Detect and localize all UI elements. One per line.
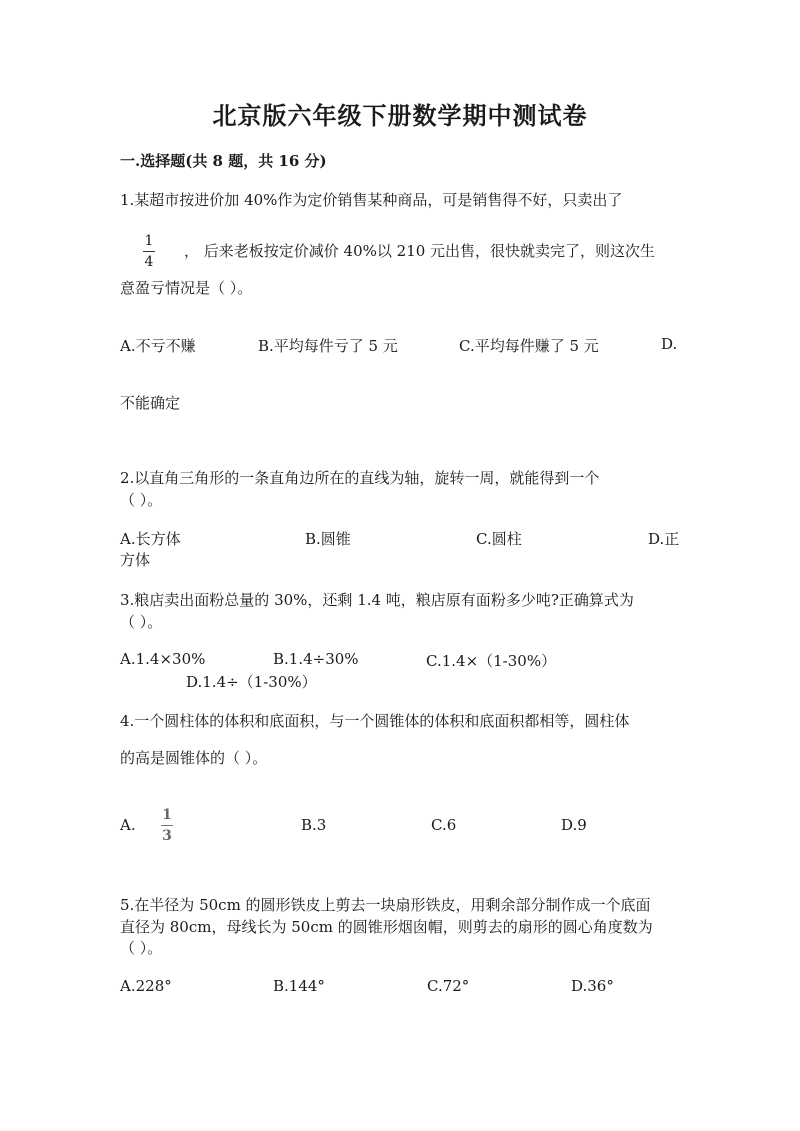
question-1-line1: 1.某超市按进价加 40%作为定价销售某种商品，可是销售得不好，只卖出了 — [120, 191, 623, 209]
question-5-line1: 5.在半径为 50cm 的圆形铁皮上剪去一块扇形铁皮，用剩余部分制作成一个底面 — [120, 896, 651, 914]
question-3-option-b[interactable]: B.1.4÷30% — [273, 650, 359, 668]
fraction-denominator: 4 — [144, 254, 154, 270]
question-4-option-d[interactable]: D.9 — [561, 816, 587, 834]
question-3-option-d[interactable]: D.1.4÷（1-30%） — [186, 673, 317, 691]
question-2-option-d[interactable]: D.正 — [648, 530, 680, 548]
question-5-line3: （ ）。 — [120, 939, 163, 957]
section-heading: 一.选择题(共 8 题，共 16 分) — [120, 152, 327, 170]
fraction-bar — [161, 825, 173, 826]
question-2-option-d-text: 方体 — [120, 551, 151, 569]
question-2-option-a[interactable]: A.长方体 — [120, 530, 181, 548]
question-5-line2: 直径为 80cm，母线长为 50cm 的圆锥形烟囱帽，则剪去的扇形的圆心角度数为 — [120, 918, 653, 936]
question-2-option-c[interactable]: C.圆柱 — [476, 530, 522, 548]
question-3-option-c[interactable]: C.1.4×（1-30%） — [426, 652, 557, 670]
question-1-line2: ， 后来老板按定价减价 40%以 210 元出售，很快就卖完了，则这次生 — [184, 242, 656, 260]
question-2-line2: （ ）。 — [120, 491, 163, 509]
question-1-option-a[interactable]: A.不亏不赚 — [120, 337, 196, 355]
fraction-numerator: 1 — [162, 807, 172, 823]
question-5-option-c[interactable]: C.72° — [427, 977, 470, 995]
fraction-numerator: 1 — [144, 233, 154, 249]
page-title: 北京版六年级下册数学期中测试卷 — [212, 101, 588, 130]
question-1-option-b[interactable]: B.平均每件亏了 5 元 — [258, 337, 398, 355]
question-4-option-a[interactable]: A. — [120, 816, 136, 834]
question-2-line1: 2.以直角三角形的一条直角边所在的直线为轴，旋转一周，就能得到一个 — [120, 469, 600, 487]
question-1-option-d-text: 不能确定 — [120, 394, 181, 412]
question-3-option-a[interactable]: A.1.4×30% — [120, 650, 206, 668]
question-5-option-d[interactable]: D.36° — [571, 977, 614, 995]
question-4-line1: 4.一个圆柱体的体积和底面积，与一个圆锥体的体积和底面积都相等，圆柱体 — [120, 712, 630, 730]
fraction-one-third — [161, 807, 173, 844]
question-5-option-b[interactable]: B.144° — [273, 977, 325, 995]
question-3-line2: （ ）。 — [120, 613, 163, 631]
question-3-line1: 3.粮店卖出面粉总量的 30%，还剩 1.4 吨，粮店原有面粉多少吨?正确算式为 — [120, 591, 634, 609]
question-4-line2: 的高是圆锥体的（ ）。 — [120, 749, 268, 767]
question-1-option-c[interactable]: C.平均每件赚了 5 元 — [459, 337, 599, 355]
question-1-line3: 意盈亏情况是（ ）。 — [120, 279, 253, 297]
fraction-bar — [143, 251, 155, 252]
question-1-option-d[interactable]: D. — [661, 335, 678, 353]
question-4-option-c[interactable]: C.6 — [431, 816, 457, 834]
question-2-option-b[interactable]: B.圆锥 — [305, 530, 351, 548]
fraction-one-quarter — [143, 233, 155, 270]
fraction-denominator: 3 — [162, 828, 172, 844]
question-4-option-b[interactable]: B.3 — [301, 816, 327, 834]
question-5-option-a[interactable]: A.228° — [120, 977, 172, 995]
